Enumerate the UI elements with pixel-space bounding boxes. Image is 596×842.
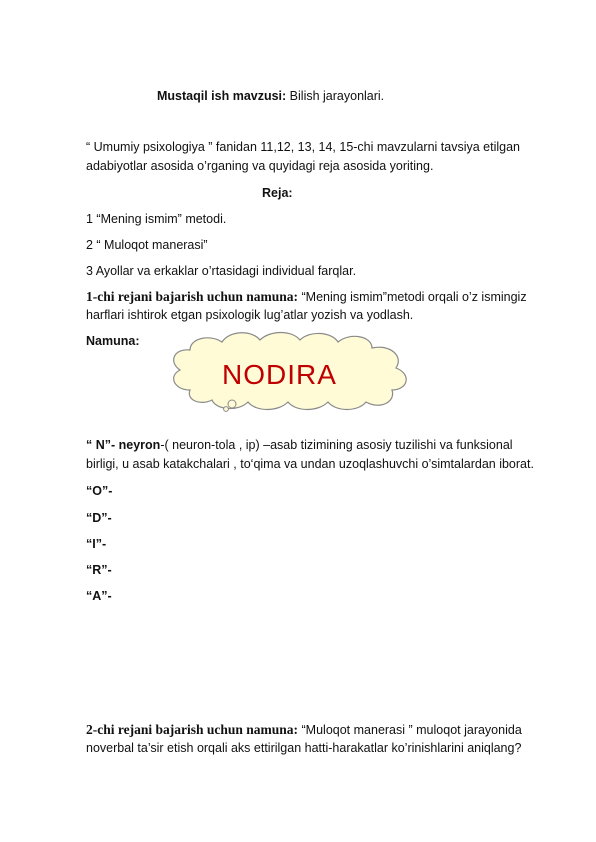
task2-label: 2-chi rejani bajarish uchun namuna: xyxy=(86,722,299,737)
task2-line-1 xyxy=(86,722,522,738)
task2-text: “Muloqot manerasi ” muloqot jarayonida xyxy=(298,723,522,737)
sample-label: Namuna: xyxy=(86,334,140,348)
page-title xyxy=(157,89,384,104)
plan-item-3: 3 Ayollar va erkaklar o’rtasidagi individual farqlar. xyxy=(86,264,357,278)
letter-n-line-2: birligi, u asab katakchalari , to‘qima va undan uzoqlashuvchi o’simtalardan iborat. xyxy=(86,457,534,471)
letter-n-text: -( neuron-tola , ip) –asab tizimining asosiy tuzilishi va funksional xyxy=(160,438,513,452)
title-label: Mustaqil ish mavzusi: xyxy=(157,89,287,103)
task1-label: 1-chi rejani bajarish uchun namuna: xyxy=(86,289,299,304)
letter-n-label: “ N”- neyron xyxy=(86,438,161,452)
title-value: Bilish jarayonlari. xyxy=(286,89,385,103)
letter-o: “O”- xyxy=(86,484,113,498)
plan-heading: Reja: xyxy=(262,186,293,200)
letter-a: “A”- xyxy=(86,589,112,603)
task2-line-2: noverbal ta’sir etish orqali aks ettirilgan hatti-harakatlar ko’rinishlarini aniqlang? xyxy=(86,741,522,755)
cloud-name: NODIRA xyxy=(222,359,337,390)
plan-item-2: 2 “ Muloqot manerasi” xyxy=(86,238,208,252)
task1-line-2: harflari ishtirok etgan psixologik lug’atlar yozish va yodlash. xyxy=(86,308,414,322)
letter-n-line xyxy=(86,438,513,453)
intro-line-2: adabiyotlar asosida o’rganing va quyidagi reja asosida yoriting. xyxy=(86,159,434,173)
letter-d: “D”- xyxy=(86,511,112,525)
task1-line-1 xyxy=(86,289,527,305)
plan-item-1: 1 “Mening ismim” metodi. xyxy=(86,212,227,226)
letter-r: “R”- xyxy=(86,563,112,577)
intro-line-1: “ Umumiy psixologiya ” fanidan 11,12, 13, 14, 15-chi mavzularni tavsiya etilgan xyxy=(86,140,521,154)
letter-i: “I”- xyxy=(86,537,107,551)
task1-text: “Mening ismim”metodi orqali o’z ismingiz xyxy=(298,290,527,304)
